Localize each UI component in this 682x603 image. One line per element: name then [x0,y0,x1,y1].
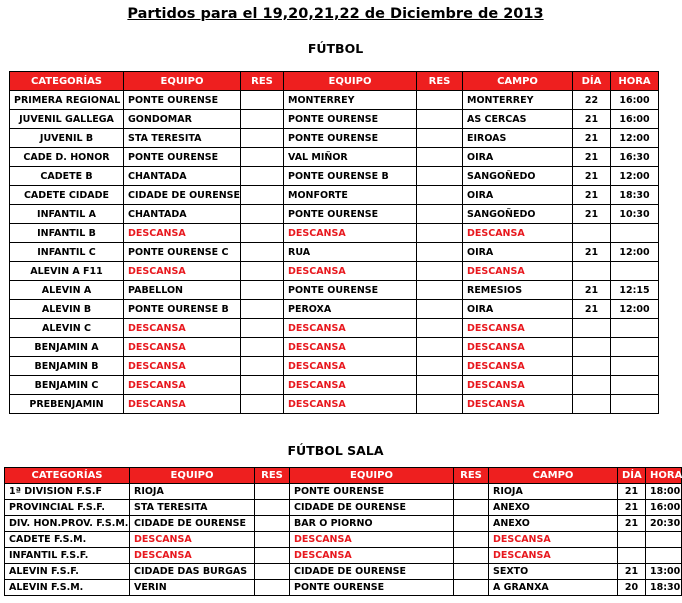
home-team-cell: DESCANSA [124,395,241,414]
home-team-cell: CHANTADA [124,167,241,186]
table-row [10,357,659,376]
header-categorias: CATEGORÍAS [10,72,124,91]
category-cell: CADETE B [10,167,124,186]
category-cell: DIV. HON.PROV. F.S.M. [5,516,130,532]
table-row [10,224,659,243]
venue-cell: DESCANSA [463,224,573,243]
table-row [5,548,682,564]
day-cell: 21 [573,148,611,167]
day-cell: 21 [618,484,646,500]
venue-cell: SANGOÑEDO [463,205,573,224]
away-result-cell [417,186,463,205]
away-team-cell: PONTE OURENSE [290,484,454,500]
time-cell: 16:30 [611,148,659,167]
home-result-cell [241,262,284,281]
time-cell [646,532,682,548]
away-result-cell [454,516,489,532]
table-row [10,376,659,395]
home-team-cell: VERIN [130,580,255,596]
away-result-cell [417,262,463,281]
day-cell [573,262,611,281]
category-cell: INFANTIL B [10,224,124,243]
home-team-cell: DESCANSA [124,338,241,357]
category-cell: 1ª DIVISION F.S.F [5,484,130,500]
day-cell: 21 [573,186,611,205]
category-cell: ALEVIN F.S.F. [5,564,130,580]
home-result-cell [255,516,290,532]
away-result-cell [454,548,489,564]
home-result-cell [241,319,284,338]
home-team-cell: CIDADE DE OURENSE [130,516,255,532]
home-result-cell [241,205,284,224]
home-result-cell [241,395,284,414]
section-title-futbol: FÚTBOL [307,41,364,56]
venue-cell: OIRA [463,243,573,262]
time-cell [646,548,682,564]
category-cell: BENJAMIN A [10,338,124,357]
table-row [10,281,659,300]
venue-cell: MONTERREY [463,91,573,110]
futbol-schedule-table [9,71,659,414]
time-cell: 13:00 [646,564,682,580]
category-cell: CADE D. HONOR [10,148,124,167]
header-equipo-visitante: EQUIPO [290,468,454,484]
venue-cell: DESCANSA [489,548,618,564]
venue-cell: DESCANSA [463,395,573,414]
table-row [5,500,682,516]
home-team-cell: DESCANSA [124,319,241,338]
day-cell [618,532,646,548]
day-cell: 21 [573,167,611,186]
venue-cell: SEXTO [489,564,618,580]
time-cell [611,262,659,281]
away-team-cell: DESCANSA [284,224,417,243]
table-row [5,484,682,500]
table-row [10,262,659,281]
away-team-cell: DESCANSA [284,262,417,281]
home-result-cell [241,300,284,319]
section-title-futbol-sala: FÚTBOL SALA [287,443,384,458]
home-result-cell [241,338,284,357]
time-cell: 20:30 [646,516,682,532]
away-team-cell: DESCANSA [284,319,417,338]
venue-cell: REMESIOS [463,281,573,300]
time-cell [611,357,659,376]
venue-cell: DESCANSA [463,319,573,338]
header-dia: DÍA [573,72,611,91]
venue-cell: AS CERCAS [463,110,573,129]
home-team-cell: DESCANSA [124,357,241,376]
time-cell [611,319,659,338]
away-team-cell: PONTE OURENSE [284,110,417,129]
home-team-cell: PONTE OURENSE [124,148,241,167]
away-team-cell: CIDADE DE OURENSE [290,500,454,516]
home-team-cell: PABELLON [124,281,241,300]
category-cell: INFANTIL C [10,243,124,262]
away-result-cell [454,484,489,500]
away-result-cell [454,500,489,516]
home-result-cell [255,564,290,580]
time-cell [611,224,659,243]
home-team-cell: CHANTADA [124,205,241,224]
away-result-cell [417,281,463,300]
day-cell: 21 [573,300,611,319]
away-team-cell: DESCANSA [284,395,417,414]
away-result-cell [417,224,463,243]
page-title: Partidos para el 19,20,21,22 de Diciembre de 2013 [127,6,544,22]
away-team-cell: RUA [284,243,417,262]
category-cell: ALEVIN A F11 [10,262,124,281]
away-team-cell: PONTE OURENSE [284,205,417,224]
day-cell: 21 [573,110,611,129]
away-result-cell [417,205,463,224]
away-result-cell [417,148,463,167]
table-row [5,580,682,596]
category-cell: CADETE F.S.M. [5,532,130,548]
category-cell: ALEVIN F.S.M. [5,580,130,596]
home-team-cell: PONTE OURENSE B [124,300,241,319]
time-cell: 16:00 [646,500,682,516]
home-result-cell [255,484,290,500]
away-result-cell [417,129,463,148]
away-result-cell [454,580,489,596]
away-result-cell [417,110,463,129]
home-team-cell: DESCANSA [130,532,255,548]
day-cell [618,548,646,564]
day-cell [573,395,611,414]
venue-cell: DESCANSA [463,262,573,281]
category-cell: ALEVIN C [10,319,124,338]
time-cell: 18:30 [611,186,659,205]
away-result-cell [417,357,463,376]
home-team-cell: STA TERESITA [124,129,241,148]
home-team-cell: PONTE OURENSE C [124,243,241,262]
home-team-cell: DESCANSA [124,376,241,395]
day-cell: 20 [618,580,646,596]
away-result-cell [417,91,463,110]
venue-cell: ANEXO [489,516,618,532]
table-row [10,395,659,414]
category-cell: PROVINCIAL F.S.F. [5,500,130,516]
home-result-cell [241,376,284,395]
time-cell: 12:15 [611,281,659,300]
day-cell [573,338,611,357]
category-cell: INFANTIL A [10,205,124,224]
time-cell: 18:30 [646,580,682,596]
time-cell: 12:00 [611,167,659,186]
day-cell: 21 [573,281,611,300]
time-cell [611,395,659,414]
home-team-cell: STA TERESITA [130,500,255,516]
away-team-cell: PEROXA [284,300,417,319]
away-team-cell: MONFORTE [284,186,417,205]
category-cell: INFANTIL F.S.F. [5,548,130,564]
venue-cell: A GRANXA [489,580,618,596]
category-cell: JUVENIL GALLEGA [10,110,124,129]
away-team-cell: DESCANSA [290,532,454,548]
category-cell: ALEVIN A [10,281,124,300]
table-row [10,300,659,319]
away-result-cell [454,564,489,580]
day-cell [573,376,611,395]
away-team-cell: VAL MIÑOR [284,148,417,167]
table-row [10,129,659,148]
header-equipo-visitante: EQUIPO [284,72,417,91]
away-team-cell: PONTE OURENSE B [284,167,417,186]
day-cell: 21 [618,500,646,516]
day-cell: 21 [573,205,611,224]
home-result-cell [241,167,284,186]
venue-cell: DESCANSA [463,376,573,395]
home-team-cell: GONDOMAR [124,110,241,129]
header-res-visitante: RES [454,468,489,484]
header-campo: CAMPO [463,72,573,91]
day-cell: 21 [573,243,611,262]
header-hora: HORA [646,468,682,484]
header-equipo-local: EQUIPO [130,468,255,484]
header-res-visitante: RES [417,72,463,91]
category-cell: JUVENIL B [10,129,124,148]
category-cell: CADETE CIDADE [10,186,124,205]
home-team-cell: RIOJA [130,484,255,500]
table-header-row [5,468,682,484]
home-team-cell: CIDADE DE OURENSE [124,186,241,205]
home-result-cell [255,532,290,548]
header-categorias: CATEGORÍAS [5,468,130,484]
table-row [10,243,659,262]
away-team-cell: PONTE OURENSE [284,129,417,148]
table-row [10,167,659,186]
away-team-cell: DESCANSA [290,548,454,564]
time-cell: 16:00 [611,110,659,129]
away-result-cell [417,395,463,414]
time-cell: 10:30 [611,205,659,224]
time-cell: 12:00 [611,243,659,262]
venue-cell: OIRA [463,148,573,167]
home-result-cell [241,243,284,262]
home-result-cell [255,500,290,516]
away-team-cell: BAR O PIORNO [290,516,454,532]
category-cell: BENJAMIN C [10,376,124,395]
day-cell [573,224,611,243]
home-result-cell [241,148,284,167]
table-header-row [10,72,659,91]
time-cell: 12:00 [611,129,659,148]
home-result-cell [241,224,284,243]
futbol-sala-schedule-table [4,467,682,596]
header-equipo-local: EQUIPO [124,72,241,91]
category-cell: ALEVIN B [10,300,124,319]
time-cell [611,338,659,357]
home-result-cell [241,129,284,148]
away-result-cell [417,376,463,395]
header-res-local: RES [255,468,290,484]
venue-cell: ANEXO [489,500,618,516]
day-cell: 21 [618,516,646,532]
time-cell: 16:00 [611,91,659,110]
table-row [5,564,682,580]
away-team-cell: PONTE OURENSE [290,580,454,596]
table-row [5,532,682,548]
home-team-cell: DESCANSA [130,548,255,564]
home-result-cell [255,580,290,596]
home-team-cell: CIDADE DAS BURGAS [130,564,255,580]
table-row [10,186,659,205]
away-result-cell [417,319,463,338]
day-cell: 21 [618,564,646,580]
away-team-cell: PONTE OURENSE [284,281,417,300]
day-cell: 22 [573,91,611,110]
day-cell [573,319,611,338]
away-team-cell: DESCANSA [284,376,417,395]
home-team-cell: DESCANSA [124,224,241,243]
venue-cell: RIOJA [489,484,618,500]
venue-cell: EIROAS [463,129,573,148]
header-dia: DÍA [618,468,646,484]
time-cell: 12:00 [611,300,659,319]
header-res-local: RES [241,72,284,91]
table-row [10,205,659,224]
table-row [5,516,682,532]
header-campo: CAMPO [489,468,618,484]
home-result-cell [241,91,284,110]
venue-cell: DESCANSA [463,357,573,376]
venue-cell: OIRA [463,186,573,205]
venue-cell: SANGOÑEDO [463,167,573,186]
away-result-cell [454,532,489,548]
table-row [10,338,659,357]
category-cell: PRIMERA REGIONAL [10,91,124,110]
category-cell: BENJAMIN B [10,357,124,376]
table-row [10,148,659,167]
header-hora: HORA [611,72,659,91]
home-result-cell [241,281,284,300]
home-team-cell: DESCANSA [124,262,241,281]
table-row [10,91,659,110]
day-cell: 21 [573,129,611,148]
venue-cell: DESCANSA [463,338,573,357]
venue-cell: DESCANSA [489,532,618,548]
away-team-cell: MONTERREY [284,91,417,110]
home-result-cell [241,110,284,129]
away-result-cell [417,338,463,357]
home-result-cell [241,357,284,376]
home-team-cell: PONTE OURENSE [124,91,241,110]
home-result-cell [255,548,290,564]
away-result-cell [417,167,463,186]
home-result-cell [241,186,284,205]
away-result-cell [417,243,463,262]
day-cell [573,357,611,376]
time-cell: 18:00 [646,484,682,500]
away-result-cell [417,300,463,319]
table-row [10,110,659,129]
away-team-cell: DESCANSA [284,357,417,376]
table-row [10,319,659,338]
away-team-cell: CIDADE DE OURENSE [290,564,454,580]
category-cell: PREBENJAMIN [10,395,124,414]
away-team-cell: DESCANSA [284,338,417,357]
time-cell [611,376,659,395]
venue-cell: OIRA [463,300,573,319]
